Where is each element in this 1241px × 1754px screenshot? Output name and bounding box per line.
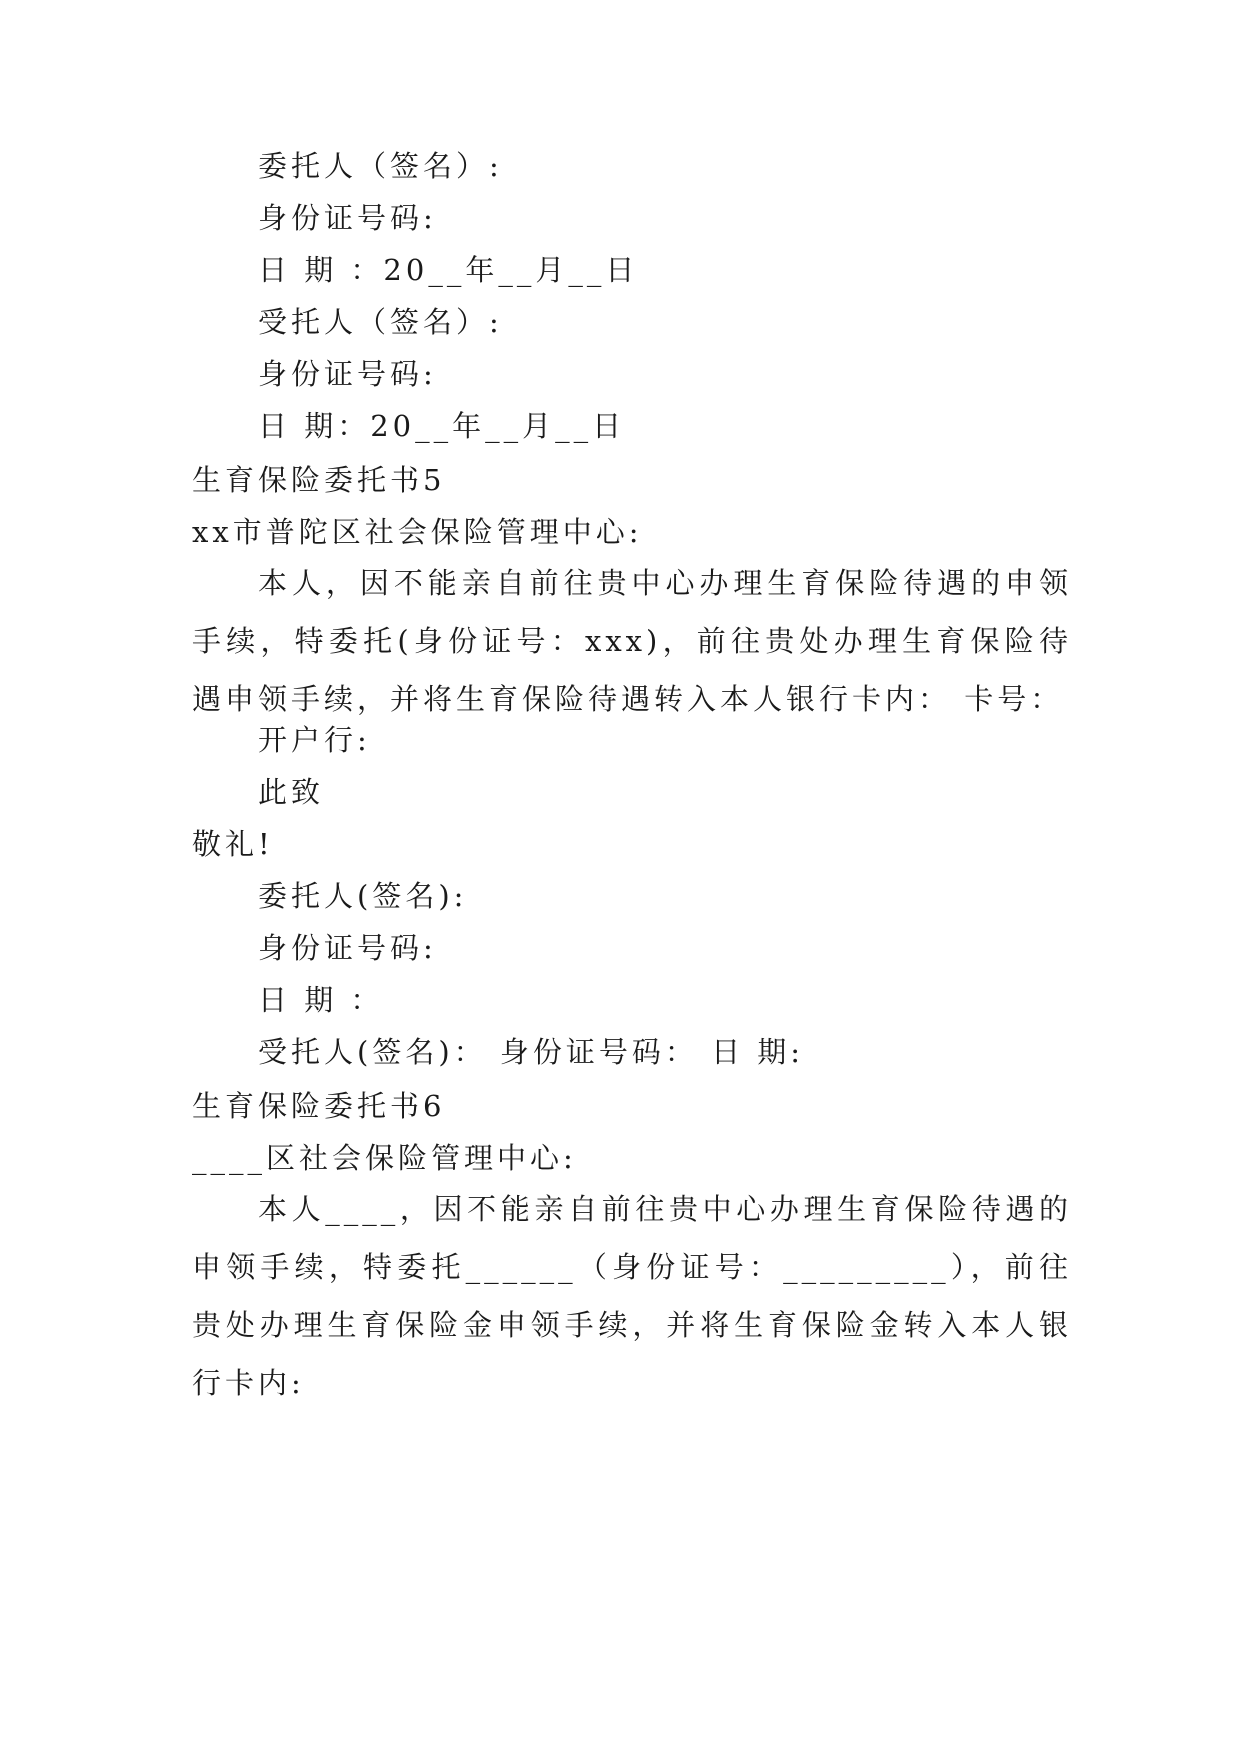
- closing-cizhi: 此致: [258, 775, 325, 809]
- principal-id-line: 身份证号码:: [258, 201, 437, 235]
- principal-id-line-2: 身份证号码:: [258, 931, 437, 965]
- agent-signature-line: 受托人（签名）:: [258, 305, 503, 339]
- addressee-6: ____区社会保险管理中心:: [192, 1141, 577, 1175]
- agent-id-line: 身份证号码:: [258, 357, 437, 391]
- bank-line: 开户行:: [258, 723, 371, 757]
- principal-signature-line-2: 委托人(签名):: [258, 879, 468, 913]
- body-paragraph-5: 本人，因不能亲自前往贵中心办理生育保险待遇的申领手续，特委托(身份证号：xxx)，前往贵处办理生育保险待遇申领手续，并将生育保险待遇转入本人银行卡内： 卡号：: [192, 566, 1072, 716]
- principal-signature-line: 委托人（签名）:: [258, 149, 503, 183]
- agent-date-line: 日 期：20__年__月__日: [258, 409, 626, 443]
- body-paragraph-6: 本人____，因不能亲自前往贵中心办理生育保险待遇的申领手续，特委托______（身份证号：_________），前往贵处办理生育保险金申领手续，并将生育保险金转入本人银行卡内:: [192, 1192, 1072, 1400]
- section-heading-6: 生育保险委托书6: [192, 1089, 446, 1123]
- section-heading-5: 生育保险委托书5: [192, 463, 446, 497]
- principal-date-line: 日 期 ：20__年__月__日: [258, 253, 639, 287]
- closing-jingli: 敬礼!: [192, 827, 274, 861]
- addressee-5: xx市普陀区社会保险管理中心:: [192, 515, 643, 549]
- agent-info-line: 受托人(签名)： 身份证号码： 日 期:: [258, 1035, 805, 1069]
- principal-date-line-2: 日 期 ：: [258, 983, 384, 1017]
